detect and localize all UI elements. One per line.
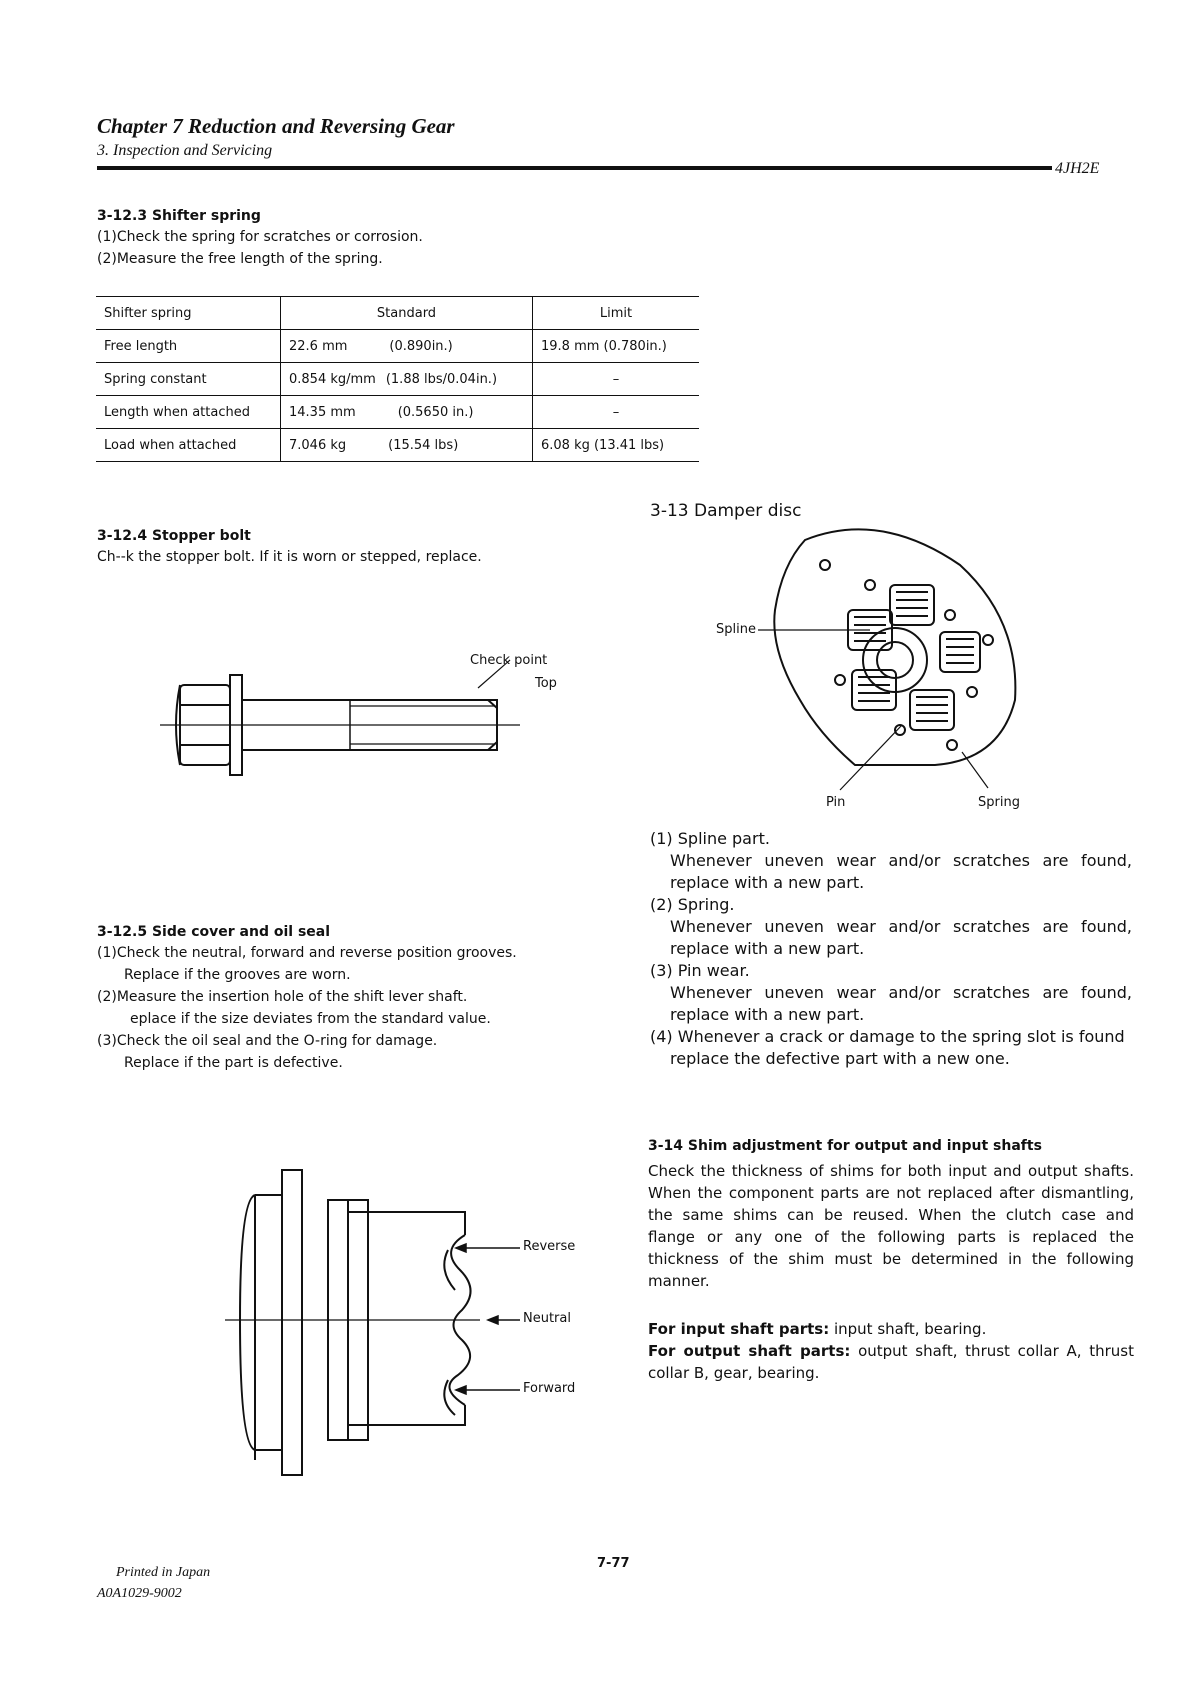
table-row <box>96 330 699 363</box>
text-3-12-5-line2: Replace if the grooves are worn. <box>124 967 351 983</box>
table-cell-value: (1.88 lbs/0.04in.) <box>385 371 498 387</box>
text-3-12-5-line3: (2)Measure the insertion hole of the shift lever shaft. <box>97 989 468 1005</box>
page-number: 7-77 <box>597 1556 630 1571</box>
table-cell <box>281 363 533 396</box>
list-item-text: replace the defective part with a new one. <box>670 1049 1010 1068</box>
table-cell-value: 14.35 mm <box>289 404 356 420</box>
table-cell: Length when attached <box>96 396 281 429</box>
list-item-title: (3) Pin wear. <box>650 961 750 980</box>
list-item-title: (4) Whenever a crack or damage to the spring slot is found <box>650 1027 1125 1046</box>
table-cell <box>281 429 533 462</box>
heading-3-12-5: 3-12.5 Side cover and oil seal <box>97 924 331 940</box>
model-code: 4JH2E <box>1055 160 1100 177</box>
table-cell-value: 7.046 kg <box>289 437 347 453</box>
label-spline: Spline <box>716 619 758 641</box>
table-header-cell: Shifter spring <box>96 297 281 330</box>
label-reverse: Reverse <box>523 1239 576 1254</box>
printed-in: Printed in Japan <box>116 1565 211 1580</box>
list-item <box>650 960 1132 1026</box>
table-cell-value: (15.54 lbs) <box>388 437 459 453</box>
input-shaft-label: For input shaft parts: <box>648 1320 830 1338</box>
label-pin: Pin <box>826 795 846 810</box>
table-row <box>96 363 699 396</box>
table-cell-value: 0.854 kg/mm <box>289 371 376 387</box>
text-3-12-5-line5: (3)Check the oil seal and the O-ring for damage. <box>97 1033 438 1049</box>
list-item <box>650 828 1132 894</box>
chapter-title: Chapter 7 Reduction and Reversing Gear <box>97 114 455 138</box>
heading-3-12-3: 3-12.3 Shifter spring <box>97 208 261 224</box>
table-header-cell: Standard <box>281 297 533 330</box>
output-shaft-parts <box>648 1340 1134 1384</box>
list-item-text: Whenever uneven wear and/or scratches are found, replace with a new part. <box>670 917 1132 958</box>
table-row <box>96 396 699 429</box>
table-cell: Free length <box>96 330 281 363</box>
table-cell: 6.08 kg (13.41 lbs) <box>533 429 700 462</box>
text-3-14-para: Check the thickness of shims for both input and output shafts. When the component parts are not replaced after dismantling, the same shims can be reused. When the clutch case and flange or any one of the following parts is replaced the thickness of the shim must be determined in the following manner. <box>648 1162 1134 1290</box>
output-shaft-label: For output shaft parts: <box>648 1342 851 1360</box>
text-3-12-5-line6: Replace if the part is defective. <box>124 1055 343 1071</box>
header-rule <box>97 166 1052 170</box>
text-3-12-3-line2: (2)Measure the free length of the spring. <box>97 251 383 267</box>
table-cell-value: (0.5650 in.) <box>397 404 474 420</box>
table-cell <box>281 396 533 429</box>
damper-disc-figure <box>740 520 1040 810</box>
doc-code: A0A1029-9002 <box>97 1586 182 1601</box>
text-3-12-4: Ch--k the stopper bolt. If it is worn or stepped, replace. <box>97 549 482 565</box>
output-shaft-text: output shaft, thrust collar A, thrust collar B, gear, bearing. <box>648 1342 1134 1382</box>
section-title: 3. Inspection and Servicing <box>97 142 273 159</box>
label-neutral: Neutral <box>523 1311 571 1326</box>
text-3-12-5-line1: (1)Check the neutral, forward and reverse position grooves. <box>97 945 517 961</box>
shifter-spring-table <box>96 296 699 462</box>
input-shaft-text: input shaft, bearing. <box>829 1320 987 1338</box>
label-forward: Forward <box>523 1381 576 1396</box>
table-header-cell: Limit <box>533 297 700 330</box>
table-cell: – <box>533 396 700 429</box>
table-cell: – <box>533 363 700 396</box>
table-cell: Spring constant <box>96 363 281 396</box>
list-item-text: Whenever uneven wear and/or scratches are found, replace with a new part. <box>670 983 1132 1024</box>
list-item <box>650 1026 1132 1070</box>
text-3-12-3-line1: (1)Check the spring for scratches or corrosion. <box>97 229 423 245</box>
input-shaft-parts <box>648 1318 1134 1340</box>
label-check-point: Check point <box>470 653 548 668</box>
list-item-title: (1) Spline part. <box>650 829 770 848</box>
text-3-12-5-line4: eplace if the size deviates from the standard value. <box>130 1011 491 1027</box>
damper-disc-items <box>650 828 1132 1070</box>
list-item-title: (2) Spring. <box>650 895 735 914</box>
table-row <box>96 429 699 462</box>
heading-3-12-4: 3-12.4 Stopper bolt <box>97 528 251 544</box>
label-top: Top <box>535 676 557 691</box>
table-cell: 19.8 mm (0.780in.) <box>533 330 700 363</box>
table-cell: Load when attached <box>96 429 281 462</box>
heading-3-13: 3-13 Damper disc <box>650 501 802 521</box>
list-item <box>650 894 1132 960</box>
heading-3-14: 3-14 Shim adjustment for output and input shafts <box>648 1138 1042 1154</box>
table-cell-value: (0.890in.) <box>389 338 453 354</box>
table-cell <box>281 330 533 363</box>
table-header-row <box>96 297 699 330</box>
list-item-text: Whenever uneven wear and/or scratches are found, replace with a new part. <box>670 851 1132 892</box>
table-cell-value: 22.6 mm <box>289 338 348 354</box>
label-spring: Spring <box>978 795 1020 810</box>
